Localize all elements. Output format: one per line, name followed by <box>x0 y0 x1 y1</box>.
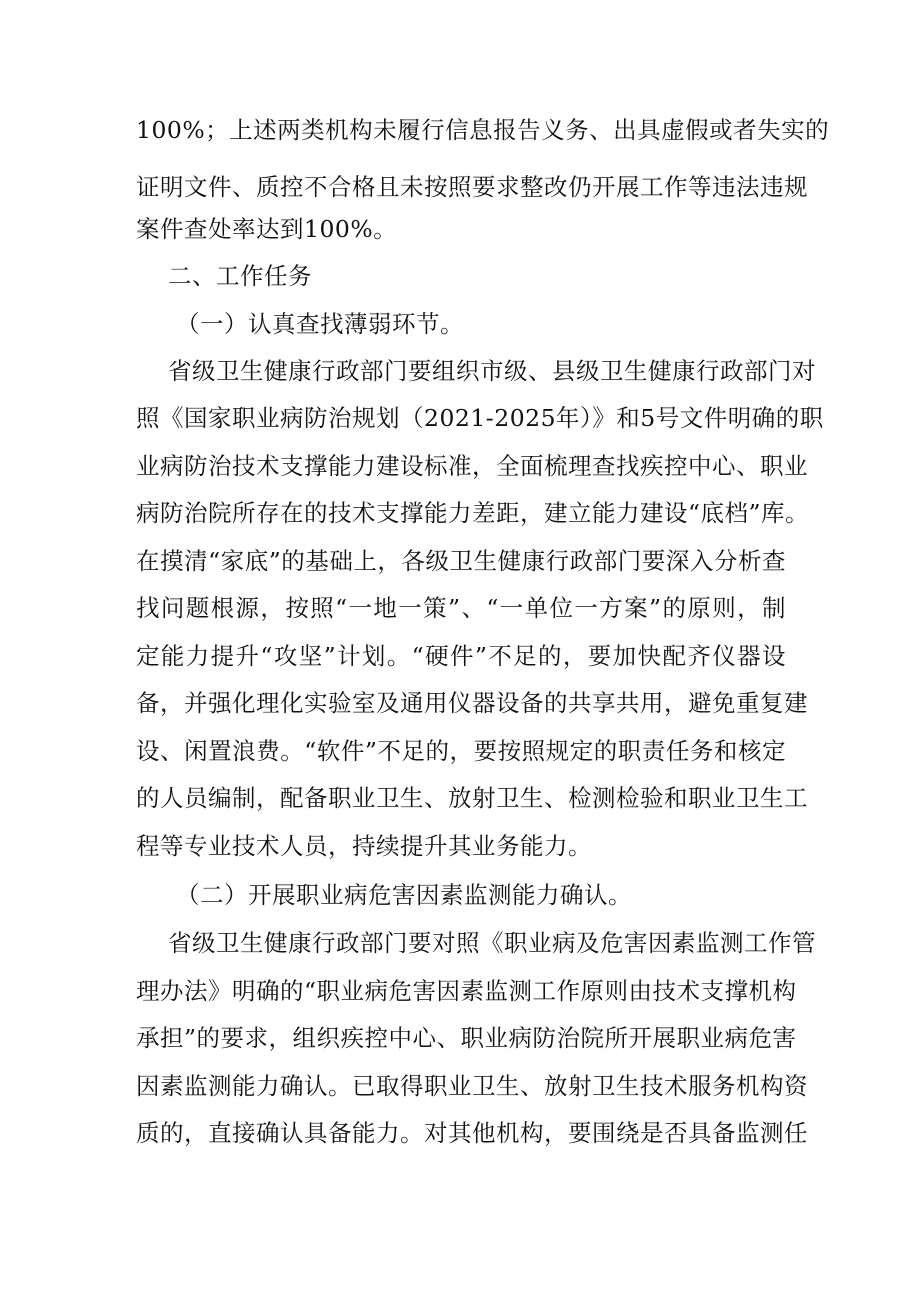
paragraph-2-line-1: 省级卫生健康行政部门要对照《职业病及危害因素监测工作管 <box>168 929 816 957</box>
paragraph-2-line-4: 因素监测能力确认。已取得职业卫生、放射卫生技术服务机构资 <box>136 1072 808 1100</box>
paragraph-1-line-7: 定能力提升“攻坚”计划。“硬件”不足的，要加快配齐仪器设 <box>136 642 786 670</box>
subsection-heading-1: （一）认真查找薄弱环节。 <box>176 310 464 338</box>
paragraph-1-line-6: 找问题根源，按照“一地一策”、“一单位一方案”的原则，制 <box>136 594 786 622</box>
paragraph-1-line-11: 程等专业技术人员，持续提升其业务能力。 <box>136 832 592 860</box>
text-line-3: 案件查处率达到100%。 <box>136 215 398 243</box>
paragraph-1-line-1: 省级卫生健康行政部门要组织市级、县级卫生健康行政部门对 <box>168 357 816 385</box>
paragraph-1-line-9: 设、闲置浪费。“软件”不足的，要按照规定的职责任务和核定 <box>136 737 786 765</box>
paragraph-1-line-4: 病防治院所存在的技术支撑能力差距，建立能力建设“底档”库。 <box>136 499 810 527</box>
paragraph-1-line-5: 在摸清“家底”的基础上，各级卫生健康行政部门要深入分析查 <box>136 547 786 575</box>
paragraph-2-line-2: 理办法》明确的“职业病危害因素监测工作原则由技术支撑机构 <box>136 977 797 1005</box>
paragraph-1-line-8: 备，并强化理化实验室及通用仪器设备的共享共用，避免重复建 <box>136 689 808 717</box>
text-line-1: 100%；上述两类机构未履行信息报告义务、出具虚假或者失实的 <box>136 116 830 144</box>
text-line-2: 证明文件、质控不合格且未按照要求整改仍开展工作等违法违规 <box>136 173 808 201</box>
paragraph-1-line-3: 业病防治技术支撑能力建设标准，全面梳理查找疾控中心、职业 <box>136 452 808 480</box>
paragraph-1-line-10: 的人员编制，配备职业卫生、放射卫生、检测检验和职业卫生工 <box>136 784 808 812</box>
paragraph-2-line-5: 质的，直接确认具备能力。对其他机构，要围绕是否具备监测任 <box>136 1119 808 1147</box>
section-heading: 二、工作任务 <box>168 262 312 290</box>
paragraph-2-line-3: 承担”的要求，组织疾控中心、职业病防治院所开展职业病危害 <box>136 1024 797 1052</box>
paragraph-1-line-2: 照《国家职业病防治规划（2021-2025年）》和5号文件明确的职 <box>136 404 824 432</box>
subsection-heading-2: （二）开展职业病危害因素监测能力确认。 <box>176 881 632 909</box>
